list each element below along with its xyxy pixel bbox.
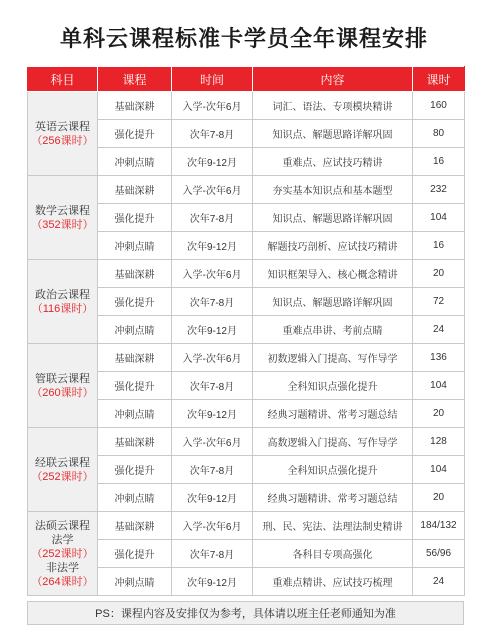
course-cell: 冲刺点睛 [98,316,172,344]
law-track-name: 法学 [51,533,74,546]
hours-cell: 16 [413,148,465,176]
course-cell: 基础深耕 [98,176,172,204]
time-cell: 次年7-8月 [172,372,253,400]
content-cell: 全科知识点强化提升 [253,372,413,400]
time-cell: 次年7-8月 [172,204,253,232]
time-cell: 次年9-12月 [172,232,253,260]
content-cell: 解题技巧剖析、应试技巧精讲 [253,232,413,260]
header-content: 内容 [253,67,413,92]
table-row [28,428,465,456]
time-cell: 次年7-8月 [172,288,253,316]
table-row [28,176,465,204]
content-cell: 词汇、语法、专项模块精讲 [253,92,413,120]
content-cell: 知识点、解题思路详解巩固 [253,288,413,316]
content-cell: 刑、民、宪法、法理法制史精讲 [253,512,413,540]
table-row [28,92,465,120]
content-cell: 经典习题精讲、常考习题总结 [253,484,413,512]
table-row [28,344,465,372]
course-cell: 冲刺点睛 [98,400,172,428]
subject-name: 经联云课程 [35,456,90,469]
hours-cell: 232 [413,176,465,204]
hours-cell: 128 [413,428,465,456]
subject-name: 政治云课程 [35,288,90,301]
time-cell: 次年9-12月 [172,484,253,512]
page-title: 单科云课程标准卡学员全年课程安排 [59,26,428,51]
course-cell: 基础深耕 [98,512,172,540]
subject-hours: （256课时） [31,134,94,147]
time-cell: 入学-次年6月 [172,344,253,372]
subject-cell-math [28,176,98,260]
footnote: PS：课程内容及安排仅为参考，具体请以班主任老师通知为准 [27,601,464,625]
course-schedule-table [27,66,465,596]
hours-cell: 160 [413,92,465,120]
subject-cell-english [28,92,98,176]
law-track-hours: （252课时） [31,547,94,560]
subject-cell-politics [28,260,98,344]
content-cell: 高数逻辑入门提高、写作导学 [253,428,413,456]
subject-name: 数学云课程 [35,204,90,217]
subject-name: 法硕云课程 [35,519,90,532]
hours-cell: 136 [413,344,465,372]
course-cell: 基础深耕 [98,92,172,120]
content-cell: 重难点串讲、考前点睛 [253,316,413,344]
time-cell: 次年7-8月 [172,120,253,148]
hours-cell: 104 [413,204,465,232]
subject-hours: （116课时） [31,302,94,315]
time-cell: 入学-次年6月 [172,512,253,540]
hours-cell: 24 [413,316,465,344]
course-cell: 基础深耕 [98,428,172,456]
course-cell: 强化提升 [98,204,172,232]
time-cell: 入学-次年6月 [172,428,253,456]
nonlaw-track-hours: （264课时） [31,575,94,588]
hours-cell: 80 [413,120,465,148]
course-schedule-table-wrap [27,66,464,596]
hours-cell: 184/132 [413,512,465,540]
content-cell: 经典习题精讲、常考习题总结 [253,400,413,428]
hours-cell: 56/96 [413,540,465,568]
content-cell: 知识点、解题思路详解巩固 [253,204,413,232]
hours-cell: 72 [413,288,465,316]
hours-cell: 104 [413,372,465,400]
hours-cell: 104 [413,456,465,484]
content-cell: 重难点精讲、应试技巧梳理 [253,568,413,596]
hours-cell: 24 [413,568,465,596]
time-cell: 次年9-12月 [172,400,253,428]
course-cell: 强化提升 [98,372,172,400]
time-cell: 次年7-8月 [172,540,253,568]
hours-cell: 20 [413,400,465,428]
course-cell: 冲刺点睛 [98,568,172,596]
subject-name: 英语云课程 [35,120,90,133]
subject-cell-economics [28,428,98,512]
content-cell: 初数逻辑入门提高、写作导学 [253,344,413,372]
time-cell: 次年9-12月 [172,568,253,596]
subject-hours: （252课时） [31,470,94,483]
time-cell: 入学-次年6月 [172,176,253,204]
table-header-row [28,67,465,92]
header-course: 课程 [98,67,172,92]
course-cell: 冲刺点睛 [98,232,172,260]
header-subject: 科目 [28,67,98,92]
course-cell: 基础深耕 [98,260,172,288]
course-cell: 强化提升 [98,288,172,316]
content-cell: 知识框架导入、核心概念精讲 [253,260,413,288]
content-cell: 夯实基本知识点和基本题型 [253,176,413,204]
time-cell: 入学-次年6月 [172,260,253,288]
content-cell: 各科目专项高强化 [253,540,413,568]
content-cell: 重难点、应试技巧精讲 [253,148,413,176]
course-cell: 强化提升 [98,120,172,148]
time-cell: 次年9-12月 [172,316,253,344]
subject-hours: （352课时） [31,218,94,231]
time-cell: 入学-次年6月 [172,92,253,120]
header-time: 时间 [172,67,253,92]
course-cell: 冲刺点睛 [98,484,172,512]
subject-cell-law [28,512,98,596]
course-cell: 强化提升 [98,456,172,484]
hours-cell: 20 [413,260,465,288]
content-cell: 全科知识点强化提升 [253,456,413,484]
subject-hours: （260课时） [31,386,94,399]
header-hours: 课时 [413,67,465,92]
course-cell: 基础深耕 [98,344,172,372]
nonlaw-track-name: 非法学 [46,561,79,574]
table-row [28,260,465,288]
course-cell: 冲刺点睛 [98,148,172,176]
subject-name: 管联云课程 [35,372,90,385]
table-row [28,512,465,540]
hours-cell: 16 [413,232,465,260]
subject-cell-management [28,344,98,428]
content-cell: 知识点、解题思路详解巩固 [253,120,413,148]
time-cell: 次年7-8月 [172,456,253,484]
hours-cell: 20 [413,484,465,512]
course-cell: 强化提升 [98,540,172,568]
time-cell: 次年9-12月 [172,148,253,176]
